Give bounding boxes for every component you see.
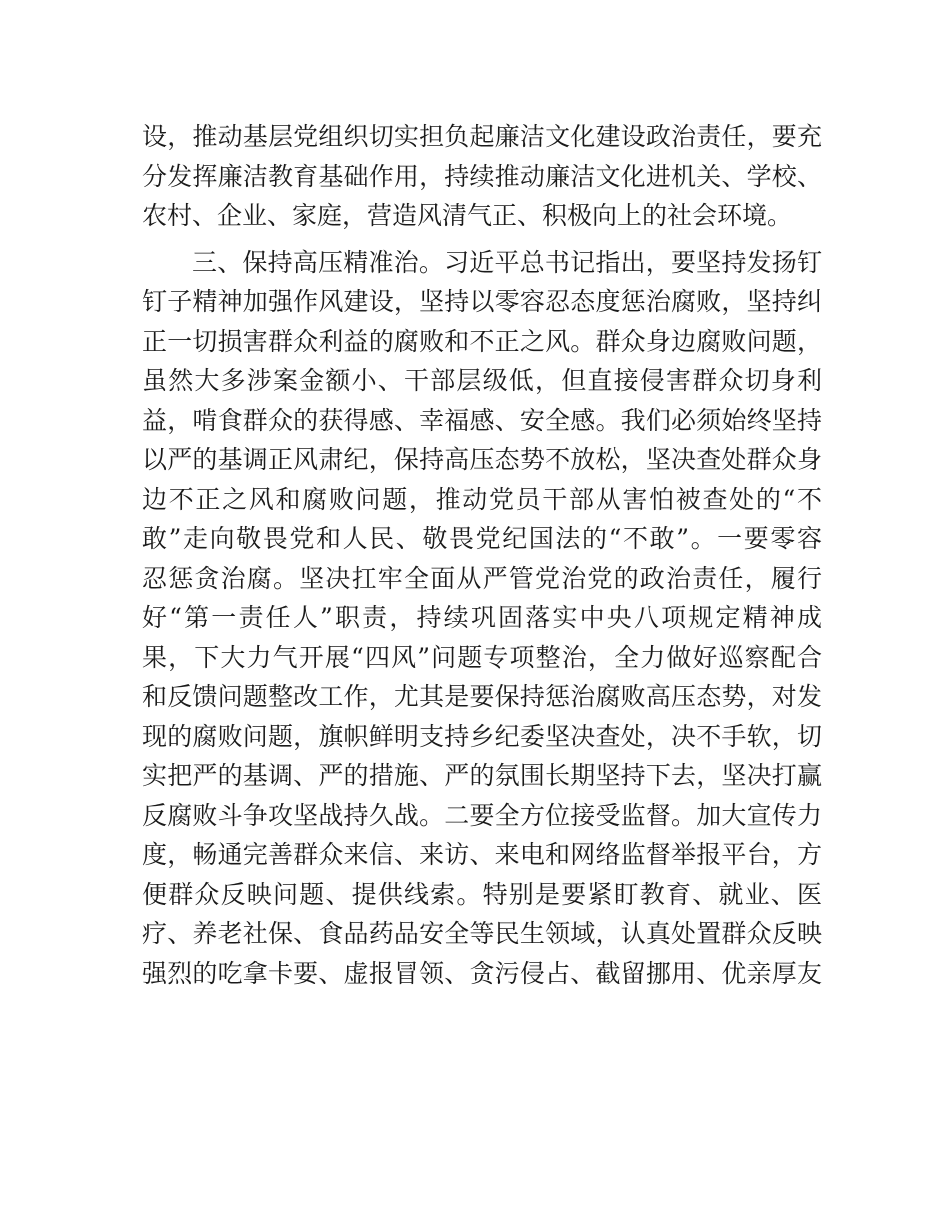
text-line: 便群众反映问题、提供线索。特别是要紧盯教育、就业、医: [142, 879, 822, 909]
text-line: 钉子精神加强作风建设，坚持以零容忍态度惩治腐败，坚持纠: [142, 287, 822, 316]
text-line: 分发挥廉洁教育基础作用，持续推动廉洁文化进机关、学校、: [142, 161, 822, 191]
text-line: 反腐败斗争攻坚战持久战。二要全方位接受监督。加大宣传力: [142, 800, 822, 830]
text-line: 三、保持高压精准治。习近平总书记指出，要坚持发扬钉: [192, 247, 822, 277]
text-line: 和反馈问题整改工作，尤其是要保持惩治腐败高压态势，对发: [142, 682, 822, 711]
paragraph-2: [142, 243, 822, 1033]
text-line: 度，畅通完善群众来信、来访、来电和网络监督举报平台，方: [142, 840, 822, 869]
text-line: 现的腐败问题，旗帜鲜明支持乡纪委坚决查处，决不手软，切: [142, 721, 822, 751]
document-body: [142, 117, 822, 1033]
text-line: 设，推动基层党组织切实担负起廉洁文化建设政治责任，要充: [142, 122, 822, 151]
text-line: 以严的基调正风肃纪，保持高压态势不放松，坚决查处群众身: [142, 445, 822, 474]
text-line: 疗、养老社保、食品药品安全等民生领域，认真处置群众反映: [142, 919, 822, 948]
text-line: 忍惩贪治腐。坚决扛牢全面从严管党治党的政治责任，履行: [142, 563, 822, 593]
text-line: 农村、企业、家庭，营造风清气正、积极向上的社会环境。: [142, 201, 793, 230]
text-line: 果，下大力气开展“四风”问题专项整治，全力做好巡察配合: [142, 642, 822, 672]
text-line: 强烈的吃拿卡要、虚报冒领、贪污侵占、截留挪用、优亲厚友: [142, 958, 822, 988]
paragraph-1: [142, 117, 822, 236]
text-line: 正一切损害群众利益的腐败和不正之风。群众身边腐败问题，: [142, 326, 822, 356]
text-line: 边不正之风和腐败问题，推动党员干部从害怕被查处的“不: [142, 484, 822, 514]
text-line: 益，啃食群众的获得感、幸福感、安全感。我们必须始终坚持: [142, 405, 822, 435]
text-line: [142, 993, 822, 1033]
text-line: 虽然大多涉案金额小、干部层级低，但直接侵害群众切身利: [142, 366, 822, 395]
paragraph-gap: [142, 236, 822, 243]
text-line: 好“第一责任人”职责，持续巩固落实中央八项规定精神成: [142, 603, 822, 632]
text-line: 实把严的基调、严的措施、严的氛围长期坚持下去，坚决打赢: [142, 761, 822, 790]
text-line: 敢”走向敬畏党和人民、敬畏党纪国法的“不敢”。一要零容: [142, 524, 822, 553]
